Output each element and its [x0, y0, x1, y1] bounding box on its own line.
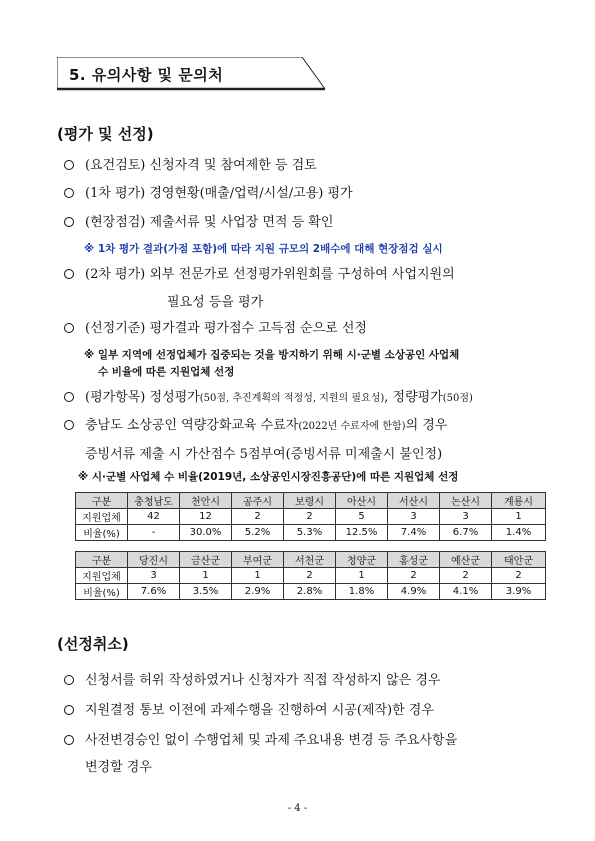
list-item-continuation: 증빙서류 제출 시 가산점수 5점부여(증빙서류 미제출시 불인정): [85, 447, 443, 462]
table-cell: 7.4%: [388, 525, 440, 541]
list-item: 지원결정 통보 이전에 과제수행을 진행하여 시공(제작)한 경우: [64, 703, 434, 719]
table-cell: 5: [336, 509, 388, 525]
table-header-cell: 보령시: [284, 493, 336, 509]
table-row: [76, 525, 546, 541]
table-header-cell: 서산시: [388, 493, 440, 509]
table-cell: 3: [440, 509, 492, 525]
table-header-cell: 태안군: [492, 552, 546, 568]
table-cell: 1: [492, 509, 546, 525]
table-cell: 3.9%: [492, 584, 546, 600]
table-cell: 2: [388, 568, 440, 584]
table-row: [76, 584, 546, 600]
circle-bullet-icon: [64, 675, 74, 685]
table-cell: 6.7%: [440, 525, 492, 541]
table-caption: ※ 시·군별 사업체 수 비율(2019년, 소상공인시장진흥공단)에 따른 지원업체 선정: [78, 471, 459, 483]
table-header-cell: 충청남도: [128, 493, 180, 509]
table-cell: 5.3%: [284, 525, 336, 541]
table-cell: 4.1%: [440, 584, 492, 600]
table-cell: 2: [232, 509, 284, 525]
table-row: [76, 509, 546, 525]
circle-bullet-icon: [64, 323, 74, 333]
evaluation-heading: (평가 및 선정): [57, 125, 154, 143]
table-header-cell: 계룡시: [492, 493, 546, 509]
table-cell: 2: [492, 568, 546, 584]
list-item: (1차 평가) 경영현황(매출/업력/시설/고용) 평가: [64, 186, 353, 202]
table-cell: 지원업체: [76, 568, 128, 584]
support-table-1: [75, 492, 546, 541]
site-inspection-note: ※ 1차 평가 결과(가점 포함)에 따라 지원 규모의 2배수에 대해 현장점검 실시: [84, 243, 443, 255]
table-header-cell: 당진시: [128, 552, 180, 568]
table-header-cell: 예산군: [440, 552, 492, 568]
list-item: 신청서를 허위 작성하였거나 신청자가 직접 작성하지 않은 경우: [64, 673, 440, 689]
table-cell: 지원업체: [76, 509, 128, 525]
table-cell: 7.6%: [128, 584, 180, 600]
list-item: (선정기준) 평가결과 평가점수 고득점 순으로 선정: [64, 321, 367, 337]
table-cell: 4.9%: [388, 584, 440, 600]
table-cell: 1: [336, 568, 388, 584]
cancel-heading: (선정취소): [57, 635, 129, 653]
table-header-cell: 구분: [76, 493, 128, 509]
table-cell: -: [128, 525, 180, 541]
table-cell: 1: [232, 568, 284, 584]
page-number: - 4 -: [287, 803, 308, 814]
table-cell: 1.8%: [336, 584, 388, 600]
table-cell: 30.0%: [180, 525, 232, 541]
support-table-2: [75, 551, 546, 600]
table-cell: 2: [284, 568, 336, 584]
circle-bullet-icon: [64, 160, 74, 170]
table-header-row: [76, 493, 546, 509]
table-cell: 비율(%): [76, 584, 128, 600]
table-header-cell: 홍성군: [388, 552, 440, 568]
table-header-cell: 아산시: [336, 493, 388, 509]
circle-bullet-icon: [64, 735, 74, 745]
table-row: [76, 568, 546, 584]
circle-bullet-icon: [64, 420, 74, 430]
table-cell: 2: [440, 568, 492, 584]
table-cell: 42: [128, 509, 180, 525]
table-cell: 12: [180, 509, 232, 525]
list-item-continuation: 변경할 경우: [85, 760, 152, 775]
table-cell: 5.2%: [232, 525, 284, 541]
table-cell: 2.9%: [232, 584, 284, 600]
table-header-cell: 청양군: [336, 552, 388, 568]
table-cell: 1.4%: [492, 525, 546, 541]
list-item: (2차 평가) 외부 전문가로 선정평가위원회를 구성하여 사업지원의: [64, 267, 455, 283]
table-cell: 3: [128, 568, 180, 584]
circle-bullet-icon: [64, 392, 74, 402]
table-cell: 2: [284, 509, 336, 525]
table-header-cell: 서천군: [284, 552, 336, 568]
list-item: (요건검토) 신청자격 및 참여제한 등 검토: [64, 158, 317, 174]
section-header: [57, 57, 327, 91]
list-item: 충남도 소상공인 역량강화교육 수료자(2022년 수료자에 한함)의 경우: [64, 418, 447, 435]
table-header-cell: 공주시: [232, 493, 284, 509]
table-header-cell: 부여군: [232, 552, 284, 568]
list-item: (평가항목) 정성평가(50점, 추진계획의 적정성, 지원의 필요성), 정량평가(50점): [64, 390, 473, 407]
circle-bullet-icon: [64, 217, 74, 227]
table-cell: 3.5%: [180, 584, 232, 600]
list-item-continuation: 필요성 등을 평가: [167, 295, 264, 310]
circle-bullet-icon: [64, 269, 74, 279]
circle-bullet-icon: [64, 705, 74, 715]
regional-note-line1: ※ 일부 지역에 선정업체가 집중되는 것을 방지하기 위해 시·군별 소상공인 사업체: [84, 349, 460, 361]
table-cell: 비율(%): [76, 525, 128, 541]
table-cell: 2.8%: [284, 584, 336, 600]
regional-note-line2: 수 비율에 따른 지원업체 선정: [98, 366, 235, 378]
table-cell: 12.5%: [336, 525, 388, 541]
table-header-row: [76, 552, 546, 568]
table-header-cell: 금산군: [180, 552, 232, 568]
circle-bullet-icon: [64, 188, 74, 198]
table-cell: 1: [180, 568, 232, 584]
table-header-cell: 천안시: [180, 493, 232, 509]
table-cell: 3: [388, 509, 440, 525]
section-title: 5. 유의사항 및 문의처: [69, 66, 224, 84]
table-header-cell: 구분: [76, 552, 128, 568]
list-item: 사전변경승인 없이 수행업체 및 과제 주요내용 변경 등 주요사항을: [64, 733, 457, 749]
list-item: (현장점검) 제출서류 및 사업장 면적 등 확인: [64, 215, 333, 231]
table-header-cell: 논산시: [440, 493, 492, 509]
